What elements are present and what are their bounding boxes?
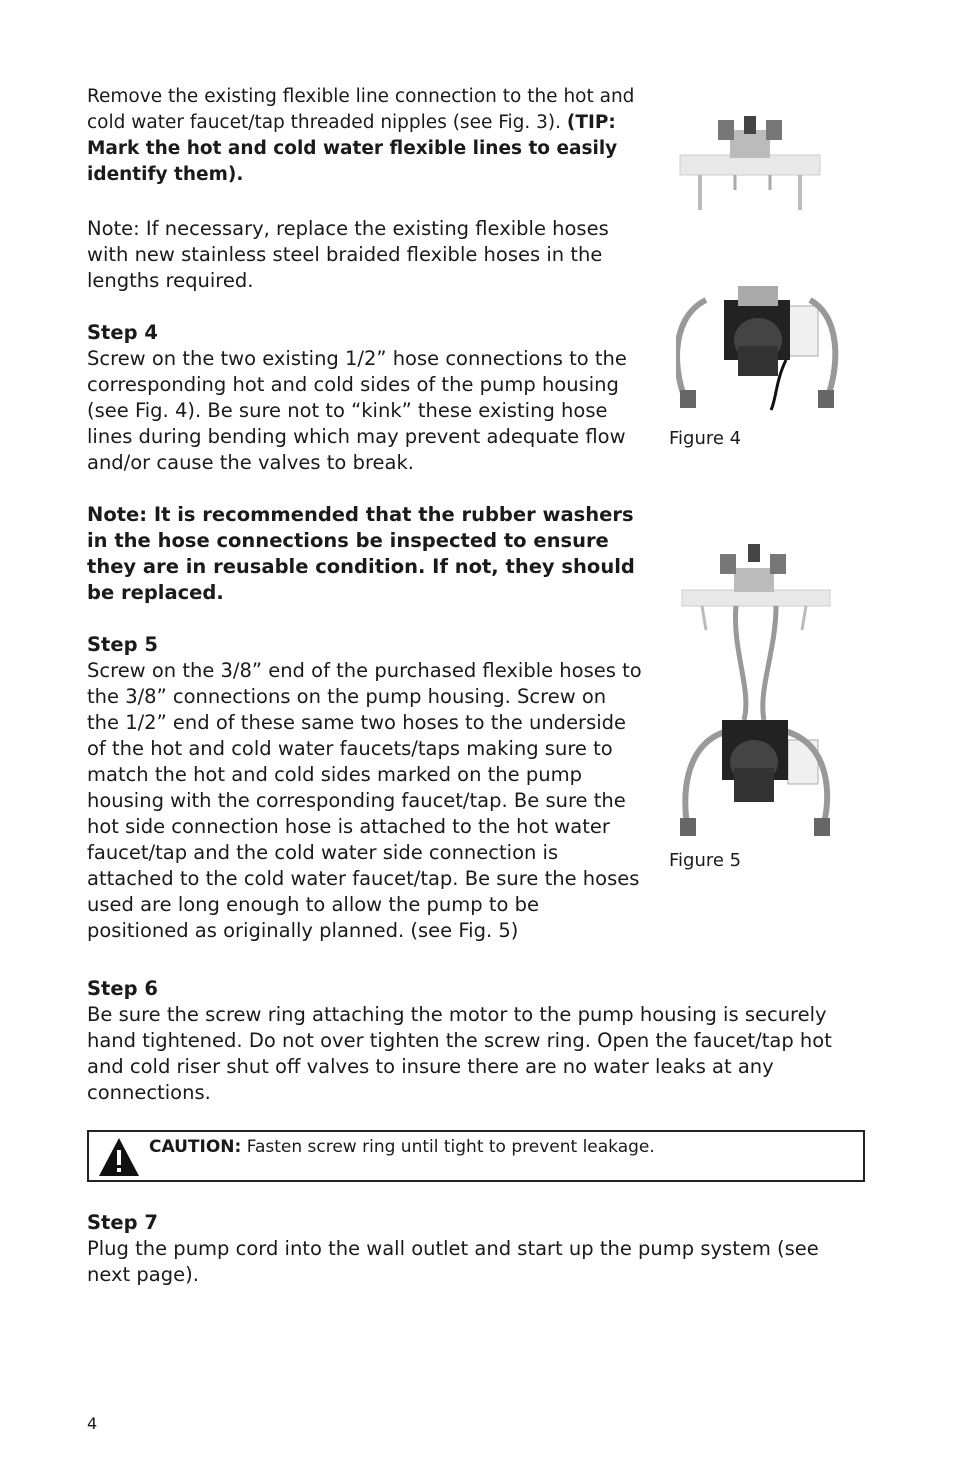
- step6-body: Be sure the screw ring attaching the motor to the pump housing is securely hand tightened. Do not over tighten the screw ring. Open the faucet/tap hot and cold riser shut off valves to insure there are no water leaks at any connections.: [87, 1003, 832, 1104]
- step7-section: [87, 1210, 857, 1288]
- intro-paragraph: [87, 84, 643, 188]
- intro-text: Remove the existing flexible line connection to the hot and cold water faucet/tap threaded nipples (see Fig. 3).: [87, 86, 635, 133]
- warning-triangle-icon: [97, 1136, 141, 1182]
- step5-body: Screw on the 3/8” end of the purchased flexible hoses to the 3/8” connections on the pump housing. Screw on the 1/2” end of these same two hoses to the underside of the hot and cold water faucets/taps making sure to match the hot and cold sides marked on the pump housing with the corresponding faucet/tap. Be sure the hot side connection hose is attached to the hot water faucet/tap and the cold water side connection is attached to the cold water faucet/tap. Be sure the hoses used are long enough to allow the pump to be positioned as originally planned. (see Fig. 5): [87, 659, 642, 942]
- step4-title: Step 4: [87, 321, 158, 344]
- figure5-caption: Figure 5: [669, 850, 742, 871]
- figure4-caption: Figure 4: [669, 428, 742, 449]
- page-number: 4: [87, 1414, 98, 1433]
- tip-text: (TIP: Mark the hot and cold water flexible lines to easily identify them).: [87, 112, 618, 185]
- note-hoses: Note: If necessary, replace the existing flexible hoses with new stainless steel braided flexible hoses in the lengths required.: [87, 217, 609, 292]
- step7-body: Plug the pump cord into the wall outlet and start up the pump system (see next page).: [87, 1237, 819, 1286]
- step6-title: Step 6: [87, 977, 158, 1000]
- caution-text: CAUTION: Fasten screw ring until tight to prevent leakage.: [149, 1137, 655, 1157]
- note-washers: Note: It is recommended that the rubber washers in the hose connections be inspected to ensure they are in reusable condition. If not, they should be replaced.: [87, 503, 635, 604]
- step4-body: Screw on the two existing 1/2” hose connections to the corresponding hot and cold sides of the pump housing (see Fig. 4). Be sure not to “kink” these existing hose lines during bending which may prevent adequate flow and/or cause the valves to break.: [87, 347, 627, 474]
- caution-box: [87, 1130, 865, 1182]
- step6-section: [87, 976, 857, 1106]
- step7-title: Step 7: [87, 1211, 158, 1234]
- step4-section: [87, 320, 643, 476]
- step5-title: Step 5: [87, 633, 158, 656]
- figure5-image: [672, 540, 836, 854]
- figure4-image: [676, 280, 840, 424]
- faucet-image: [670, 110, 830, 224]
- step5-section: [87, 632, 643, 944]
